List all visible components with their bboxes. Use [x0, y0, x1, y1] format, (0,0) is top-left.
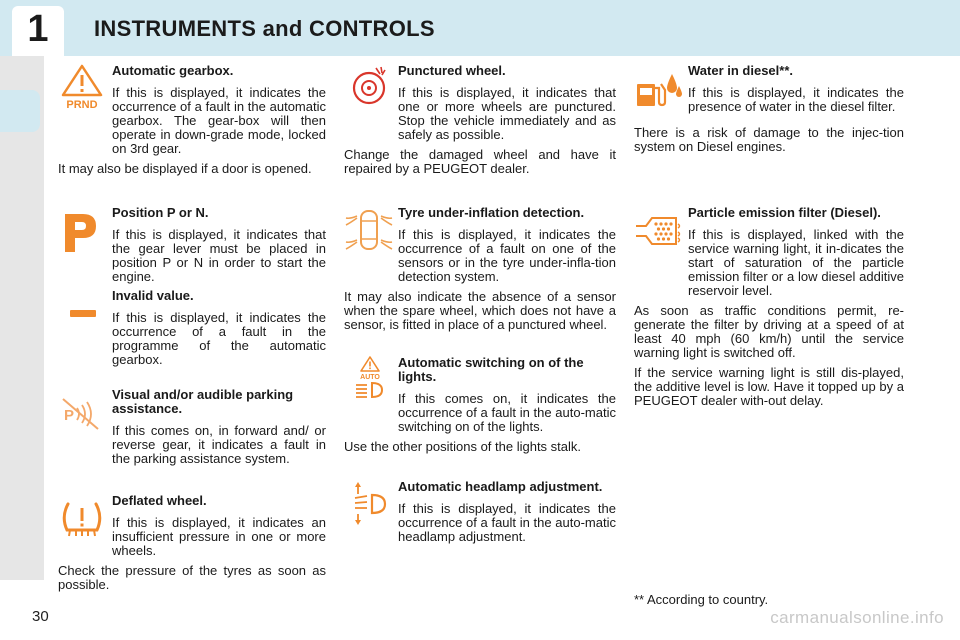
entry-water-in-diesel — [634, 64, 904, 160]
entry-title: Automatic gearbox. — [112, 63, 234, 78]
entry-text: Change the damaged wheel and have it repaired by a PEUGEOT dealer. — [344, 147, 616, 176]
tyre-sensor-car-icon — [344, 206, 394, 254]
headlamp-adjust-icon — [348, 480, 392, 526]
entry-title: Deflated wheel. — [112, 493, 207, 508]
entry-text: It may also be displayed if a door is opened. — [58, 161, 312, 176]
entry-text: It may also indicate the absence of a sensor when the spare wheel, which does not have a sensor, is fitted in place of a punctured wheel. — [344, 289, 616, 332]
entry-invalid-value — [58, 289, 326, 373]
entry-text: If this is displayed, it indicates the occurrence of a fault in the auto-matic headlamp adjustment. — [398, 501, 616, 544]
entry-text: If this is displayed, it indicates that one or more wheels are punctured. Stop the vehicle immediately and as safely as possible. — [398, 85, 616, 142]
prnd-label: PRND — [66, 99, 98, 110]
entry-position-p-or-n — [58, 206, 326, 290]
entry-title: Particle emission filter (Diesel). — [688, 205, 881, 220]
entry-title: Position P or N. — [112, 205, 209, 220]
watermark: carmanualsonline.info — [770, 608, 944, 627]
auto-lights-warning-icon — [350, 356, 390, 400]
entry-text: If this comes on, in forward and/ or reverse gear, it indicates a fault in the parking assistance system. — [112, 423, 326, 466]
entry-title: Invalid value. — [112, 288, 194, 303]
entry-deflated-wheel — [58, 494, 326, 598]
prnd-warning-icon — [60, 64, 104, 110]
entry-title: Water in diesel**. — [688, 63, 793, 78]
entry-particle-filter — [634, 206, 904, 414]
parking-assist-off-icon — [60, 396, 102, 432]
entry-text: Check the pressure of the tyres as soon as possible. — [58, 563, 326, 592]
entry-parking-assistance — [58, 388, 326, 472]
entry-text: If this is displayed, linked with the service warning light, it in-dicates the start of saturation of the particle emission filter or a low diesel additive reservoir level. — [688, 227, 904, 298]
dash-icon — [70, 307, 96, 315]
chapter-number: 1 — [27, 8, 49, 50]
entry-headlamp-adjustment — [344, 480, 616, 550]
water-in-diesel-icon — [634, 66, 684, 110]
entry-text: If this is displayed, it indicates an insufficient pressure in one or more wheels. — [112, 515, 326, 558]
entry-text: If this comes on, it indicates the occurrence of a fault in the auto-matic switching on of the lights. — [398, 391, 616, 434]
entry-text: If the service warning light is still dis-played, the additive level is low. Have it topped up by a PEUGEOT dealer with-out delay. — [634, 365, 904, 408]
entry-title: Automatic headlamp adjustment. — [398, 479, 603, 494]
page-number: 30 — [32, 608, 49, 625]
page-title: INSTRUMENTS and CONTROLS — [94, 16, 435, 41]
entry-punctured-wheel — [344, 64, 616, 182]
entry-title: Visual and/or audible parking assistance. — [112, 387, 294, 416]
entry-text: If this is displayed, it indicates the occurrence of a fault in the programme of the automatic gearbox. — [112, 310, 326, 367]
entry-title: Automatic switching on of the lights. — [398, 355, 584, 384]
chapter-tab — [12, 6, 64, 56]
tyre-pressure-warning-icon — [60, 500, 104, 540]
particle-filter-icon — [634, 212, 684, 250]
footnote: ** According to country. — [634, 592, 769, 607]
svg-text:P: P — [64, 407, 75, 424]
entry-title: Punctured wheel. — [398, 63, 506, 78]
entry-text: If this is displayed, it indicates the occurrence of a fault on one of the sensors or in the tyre under-infla-tion detection system. — [398, 227, 616, 284]
side-strip — [0, 56, 44, 580]
auto-label: AUTO — [360, 374, 380, 381]
entry-text: If this is displayed, it indicates the occurrence of a fault in the automatic gearbox. The gear-box will then operate in down-grade mode, locked on 3rd gear. — [112, 85, 326, 156]
entry-auto-lights — [344, 356, 616, 460]
entry-tyre-underinflation — [344, 206, 616, 338]
entry-title: Tyre under-inflation detection. — [398, 205, 585, 220]
entry-text: Use the other positions of the lights stalk. — [344, 439, 582, 454]
entry-text: If this is displayed, it indicates the presence of water in the diesel filter. — [688, 85, 904, 114]
entry-text: If this is displayed, it indicates that the gear lever must be placed in position P or N in order to start the engine. — [112, 227, 326, 284]
entry-text: As soon as traffic conditions permit, re-generate the filter by driving at a speed of at least 40 mph (60 km/h) until the service warning light is switched off. — [634, 303, 904, 360]
p-letter-icon — [60, 210, 100, 254]
side-tab — [0, 90, 40, 132]
entry-text: There is a risk of damage to the injec-tion system on Diesel engines. — [634, 125, 904, 154]
punctured-wheel-icon — [348, 64, 390, 106]
entry-automatic-gearbox — [58, 64, 326, 182]
